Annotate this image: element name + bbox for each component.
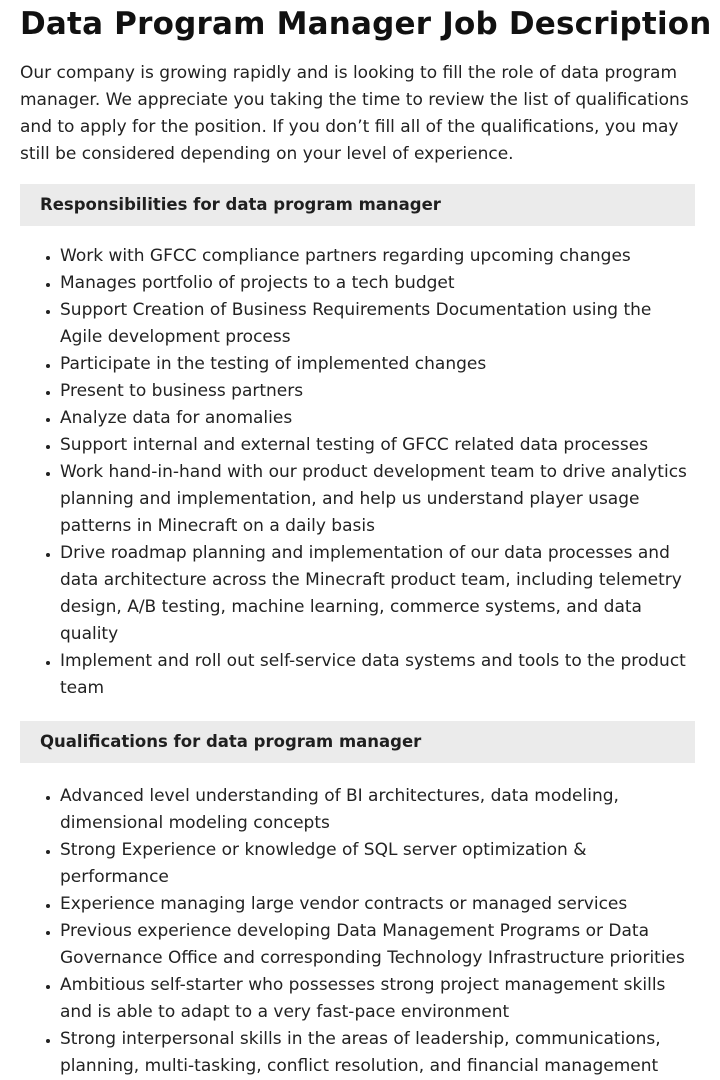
list-item: • Implement and roll out self-service data systems and tools to the product team: [60, 648, 695, 702]
list-item: • Drive roadmap planning and implementation of our data processes and data architecture across the Minecraft product team, including telemetry design, A/B testing, machine learning, commerce systems, and data quality: [60, 540, 695, 648]
list-item: • Support Creation of Business Requirements Documentation using the Agile development process: [60, 297, 695, 351]
page-title: Data Program Manager Job Description: [20, 6, 712, 42]
list-item: • Experience managing large vendor contracts or managed services: [60, 891, 695, 918]
list-item: • Strong interpersonal skills in the areas of leadership, communications, planning, multi-tasking, conflict resolution, and financial management: [60, 1026, 695, 1080]
responsibilities-heading: Responsibilities for data program manager: [20, 184, 695, 226]
list-item: • Previous experience developing Data Management Programs or Data Governance Office and corresponding Technology Infrastructure priorities: [60, 918, 695, 972]
list-item: • Manages portfolio of projects to a tech budget: [60, 270, 695, 297]
list-item: • Ambitious self-starter who possesses strong project management skills and is able to adapt to a very fast-pace environment: [60, 972, 695, 1026]
list-item: • Participate in the testing of implemented changes: [60, 351, 695, 378]
list-item: • Support internal and external testing of GFCC related data processes: [60, 432, 695, 459]
list-item: • Strong Experience or knowledge of SQL server optimization & performance: [60, 837, 695, 891]
list-item: • Advanced level understanding of BI architectures, data modeling, dimensional modeling concepts: [60, 783, 695, 837]
list-item: • Work hand-in-hand with our product development team to drive analytics planning and implementation, and help us understand player usage patterns in Minecraft on a daily basis: [60, 459, 695, 540]
list-item: • Analyze data for anomalies: [60, 405, 695, 432]
intro-paragraph: Our company is growing rapidly and is looking to fill the role of data program manager. We appreciate you taking the time to review the list of qualifications and to apply for the position. If you don’t fill all of the qualifications, you may still be considered depending on your level of experience.: [20, 63, 689, 164]
list-item: • Work with GFCC compliance partners regarding upcoming changes: [60, 243, 695, 270]
responsibilities-list: [20, 243, 695, 702]
qualifications-heading: Qualifications for data program manager: [20, 721, 695, 763]
list-item: • Present to business partners: [60, 378, 695, 405]
qualifications-list: [20, 783, 695, 1080]
